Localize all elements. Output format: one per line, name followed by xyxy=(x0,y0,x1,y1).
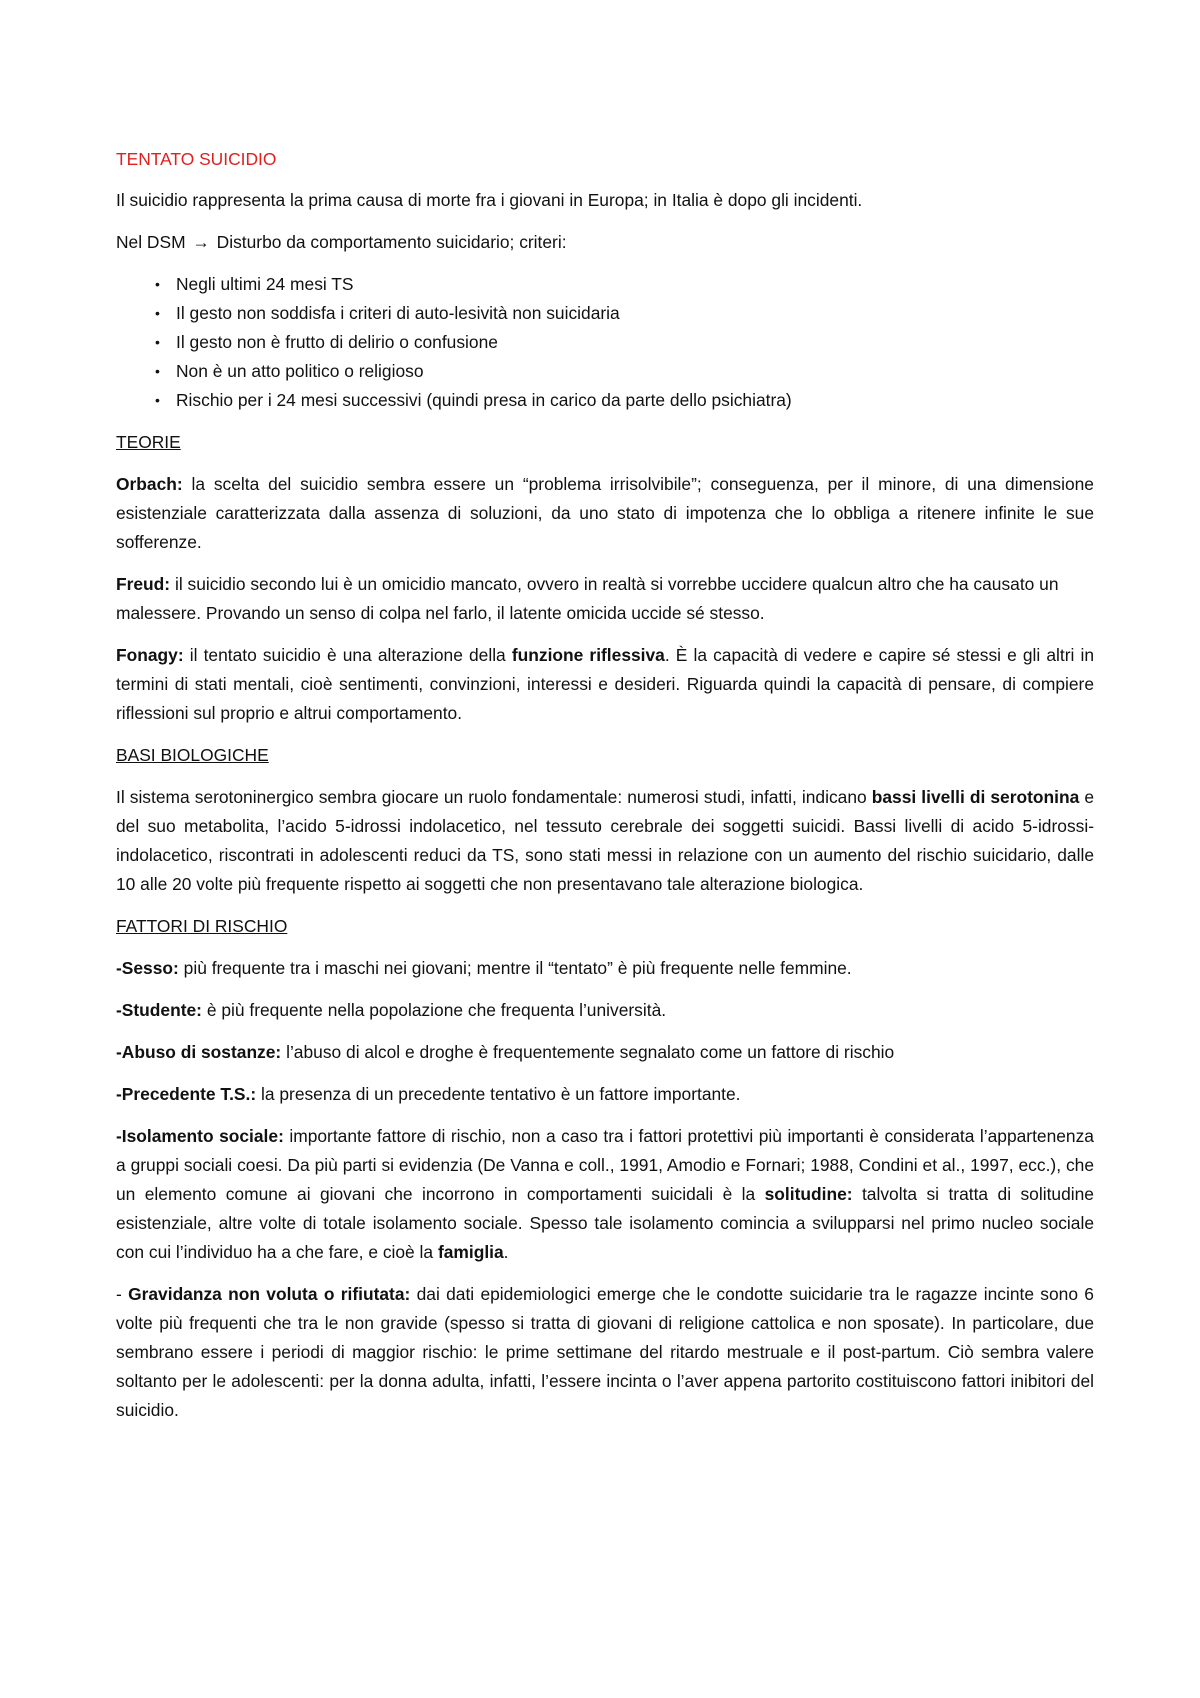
dsm-prefix: Nel DSM xyxy=(116,232,186,252)
sesso-paragraph xyxy=(116,954,1094,983)
list-item xyxy=(116,270,1094,299)
isolamento-bold-solitudine: solitudine: xyxy=(764,1184,853,1204)
basi-text: Il sistema serotoninergico sembra giocare un ruolo fondamentale: numerosi studi, infatti, indicano xyxy=(116,787,867,807)
freud-paragraph xyxy=(116,570,1094,628)
orbach-paragraph xyxy=(116,470,1094,557)
section-heading-fattori: FATTORI DI RISCHIO xyxy=(116,916,288,936)
dsm-suffix: Disturbo da comportamento suicidario; criteri: xyxy=(216,232,567,252)
bullet-icon: • xyxy=(155,392,160,408)
studente-label: -Studente: xyxy=(116,1000,202,1020)
fonagy-text: il tentato suicidio è una alterazione della xyxy=(189,645,506,665)
list-item-text: Rischio per i 24 mesi successivi (quindi presa in carico da parte dello psichiatra) xyxy=(176,390,792,410)
list-item-text: Il gesto non soddisfa i criteri di auto-lesività non suicidaria xyxy=(176,303,620,323)
bullet-icon: • xyxy=(155,334,160,350)
abuso-label: -Abuso di sostanze: xyxy=(116,1042,282,1062)
gravidanza-paragraph xyxy=(116,1280,1094,1425)
abuso-paragraph xyxy=(116,1038,1094,1067)
section-heading-teorie: TEORIE xyxy=(116,432,181,452)
isolamento-bold-famiglia: famiglia xyxy=(437,1242,504,1262)
criteria-list xyxy=(116,270,1094,415)
orbach-text: la scelta del suicidio sembra essere un “problema irrisolvibile”; conseguenza, per il minore, di una dimensione esistenziale caratterizzata dalla assenza di soluzioni, da uno stato di impotenza che lo obbliga a ritenere infinite le sue sofferenze. xyxy=(116,474,1094,552)
list-item xyxy=(116,328,1094,357)
basi-paragraph xyxy=(116,783,1094,899)
gravidanza-text: dai dati epidemiologici emerge che le condotte suicidarie tra le ragazze incinte sono 6 volte più frequenti che tra le non gravide (spesso si tratta di giovani di religione cattolica e non sposate). In particolare, due sembrano essere i periodi di maggior rischio: le prime settimane del ritardo mestruale e il post-partum. Ciò sembra valere soltanto per le adolescenti: per la donna adulta, infatti, l’essere incinta o l’aver appena partorito costituiscono fattori inibitori del suicidio. xyxy=(116,1284,1094,1420)
document-title: TENTATO SUICIDIO xyxy=(116,149,277,169)
fonagy-label: Fonagy: xyxy=(116,645,184,665)
list-item xyxy=(116,386,1094,415)
isolamento-paragraph xyxy=(116,1122,1094,1267)
sesso-text: più frequente tra i maschi nei giovani; mentre il “tentato” è più frequente nelle femmine. xyxy=(183,958,852,978)
list-item-text: Il gesto non è frutto di delirio o confusione xyxy=(176,332,498,352)
precedente-paragraph xyxy=(116,1080,1094,1109)
isolamento-label: -Isolamento sociale: xyxy=(116,1126,284,1146)
section-heading-basi: BASI BIOLOGICHE xyxy=(116,745,269,765)
bullet-icon: • xyxy=(155,363,160,379)
intro-paragraph: Il suicidio rappresenta la prima causa di morte fra i giovani in Europa; in Italia è dopo gli incidenti. xyxy=(116,190,863,210)
studente-text: è più frequente nella popolazione che frequenta l’università. xyxy=(206,1000,667,1020)
fonagy-bold: funzione riflessiva xyxy=(511,645,665,665)
gravidanza-label: Gravidanza non voluta o rifiutata: xyxy=(128,1284,411,1304)
studente-paragraph xyxy=(116,996,1094,1025)
dsm-line xyxy=(116,228,1094,257)
list-item-text: Negli ultimi 24 mesi TS xyxy=(176,274,354,294)
sesso-label: -Sesso: xyxy=(116,958,179,978)
freud-label: Freud: xyxy=(116,574,171,594)
gravidanza-dash: - xyxy=(116,1284,122,1304)
bullet-icon: • xyxy=(155,276,160,292)
abuso-text: l’abuso di alcol e droghe è frequentemente segnalato come un fattore di rischio xyxy=(286,1042,895,1062)
fonagy-paragraph xyxy=(116,641,1094,728)
fonagy-text-continued: . È la capacità di vedere e capire sé stessi e gli altri in termini di stati mentali, cioè sentimenti, convinzioni, interessi e desideri. Riguarda quindi la capacità di pensare, di compiere riflessioni sul proprio e altrui comportamento. xyxy=(116,645,1095,723)
basi-text-continued: e del suo metabolita, l’acido 5-idrossi indolacetico, nel tessuto cerebrale dei soggetti suicidi. Bassi livelli di acido 5-idrossi-indolacetico, riscontrati in adolescenti reduci da TS, sono stati messi in relazione con un aumento del rischio suicidario, dalle 10 alle 20 volte più frequente rispetto ai soggetti che non presentavano tale alterazione biologica. xyxy=(116,787,1094,894)
orbach-label: Orbach: xyxy=(116,474,183,494)
isolamento-text-end: . xyxy=(503,1242,509,1262)
isolamento-text: importante fattore di rischio, non a caso tra i fattori protettivi più importanti è considerata l’appartenenza a gruppi sociali coesi. Da più parti si evidenzia (De Vanna e coll., 1991, Amodio e Fornari; 1988, Condini et al., 1997, ecc.), che un elemento comune ai giovani che incorrono in comportamenti suicidali è la xyxy=(116,1126,1094,1204)
right-arrow-icon: → xyxy=(192,232,210,252)
precedente-label: -Precedente T.S.: xyxy=(116,1084,257,1104)
bullet-icon: • xyxy=(155,305,160,321)
list-item-text: Non è un atto politico o religioso xyxy=(176,361,424,381)
basi-bold: bassi livelli di serotonina xyxy=(871,787,1080,807)
precedente-text: la presenza di un precedente tentativo è un fattore importante. xyxy=(260,1084,741,1104)
document-page xyxy=(116,145,1094,1438)
list-item xyxy=(116,299,1094,328)
list-item xyxy=(116,357,1094,386)
isolamento-text-continued: talvolta si tratta di solitudine esistenziale, altre volte di totale isolamento sociale. Spesso tale isolamento comincia a svilupparsi nel primo nucleo sociale con cui l’individuo ha a che fare, e cioè la xyxy=(116,1184,1094,1262)
freud-text: il suicidio secondo lui è un omicidio mancato, ovvero in realtà si vorrebbe uccidere qualcun altro che ha causato un malessere. Provando un senso di colpa nel farlo, il latente omicida uccide sé stesso. xyxy=(116,574,1059,623)
